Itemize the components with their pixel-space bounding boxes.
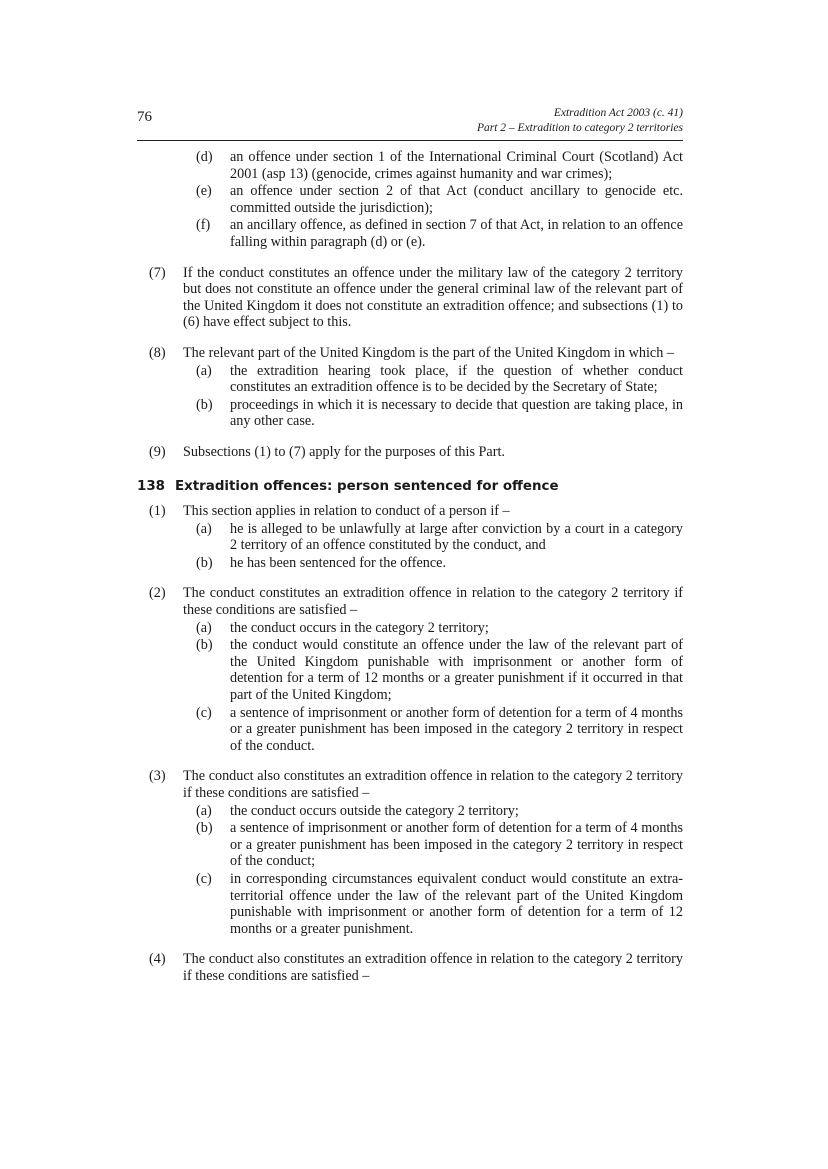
paragraph-label: (a)	[196, 619, 212, 636]
subsection-2	[137, 585, 683, 618]
section-number: 138	[137, 478, 165, 494]
header-rule	[137, 140, 683, 141]
paragraph-label: (b)	[196, 637, 213, 654]
paragraph-text: an offence under section 2 of that Act (conduct ancillary to genocide etc. committed outside the jurisdiction);	[230, 183, 683, 216]
paragraph-text: the conduct would constitute an offence under the law of the relevant part of the United Kingdom punishable with imprisonment or another form of detention for a term of 12 months or a greater punishment if it occurred in that part of the United Kingdom;	[230, 637, 683, 704]
paragraph-label: (b)	[196, 820, 213, 837]
paragraph-label: (e)	[196, 183, 212, 200]
subsection-8	[137, 345, 683, 362]
paragraph-text: he has been sentenced for the offence.	[230, 554, 446, 571]
paragraph-label: (a)	[196, 362, 212, 379]
paragraph-3a	[137, 803, 683, 820]
paragraph-text: in corresponding circumstances equivalent conduct would constitute an extra-territorial offence under the law of the relevant part of the United Kingdom punishable with imprisonment or another form of detention for a term of 12 months or a greater punishment.	[230, 870, 683, 937]
paragraph-3b	[137, 820, 683, 870]
paragraph-label: (a)	[196, 520, 212, 537]
paragraph-label: (c)	[196, 870, 212, 887]
paragraph-2b	[137, 637, 683, 703]
subsection-text: The conduct constitutes an extradition offence in relation to the category 2 territory if these conditions are satisfied –	[183, 585, 683, 619]
subsection-text: Subsections (1) to (7) apply for the purposes of this Part.	[183, 443, 505, 460]
paragraph-1b	[137, 555, 683, 572]
running-header	[477, 106, 683, 136]
paragraph-8a	[137, 363, 683, 396]
subsection-9	[137, 444, 683, 461]
paragraph-text: the conduct occurs in the category 2 territory;	[230, 619, 489, 636]
paragraph-text: the extradition hearing took place, if the question of whether conduct constitutes an extradition offence is to be decided by the Secretary of State;	[230, 362, 683, 396]
subsection-3	[137, 768, 683, 801]
subsection-label: (3)	[149, 768, 166, 785]
section-title: Extradition offences: person sentenced for offence	[175, 478, 559, 494]
paragraph-e	[137, 183, 683, 216]
paragraph-label: (b)	[196, 396, 213, 413]
subsection-4	[137, 951, 683, 984]
paragraph-text: a sentence of imprisonment or another form of detention for a term of 4 months or a greater punishment has been imposed in the category 2 territory in respect of the conduct.	[230, 704, 683, 754]
part-title: Part 2 – Extradition to category 2 territories	[476, 122, 683, 134]
paragraph-1a	[137, 521, 683, 554]
subsection-1	[137, 503, 683, 520]
paragraph-label: (d)	[196, 149, 213, 165]
paragraph-text: he is alleged to be unlawfully at large after conviction by a court in a category 2 territory of an offence constituted by the conduct, and	[230, 520, 683, 554]
subsection-7	[137, 265, 683, 331]
paragraph-text: proceedings in which it is necessary to decide that question are taking place, in any other case.	[230, 396, 683, 430]
subsection-label: (2)	[149, 585, 166, 602]
subsection-label: (4)	[149, 951, 166, 968]
paragraph-label: (a)	[196, 802, 212, 819]
subsection-label: (7)	[149, 264, 166, 281]
subsection-text: The conduct also constitutes an extradition offence in relation to the category 2 territory if these conditions are satisfied –	[183, 768, 683, 801]
subsection-text: This section applies in relation to conduct of a person if –	[183, 503, 510, 520]
act-title: Extradition Act 2003 (c. 41)	[553, 107, 683, 119]
subsection-label: (9)	[149, 443, 166, 460]
paragraph-label: (c)	[196, 704, 212, 721]
paragraph-f	[137, 217, 683, 250]
subsection-label: (1)	[149, 503, 166, 520]
paragraph-d	[137, 149, 683, 182]
paragraph-text: a sentence of imprisonment or another form of detention for a term of 4 months or a greater punishment has been imposed in the category 2 territory in respect of the conduct;	[230, 820, 683, 870]
paragraph-3c	[137, 871, 683, 937]
paragraph-text: the conduct occurs outside the category 2 territory;	[230, 802, 519, 819]
paragraph-label: (b)	[196, 554, 213, 571]
section-heading	[137, 479, 683, 496]
subsection-text: The relevant part of the United Kingdom is the part of the United Kingdom in which –	[183, 344, 674, 361]
document-body	[137, 147, 683, 985]
paragraph-label: (f)	[196, 217, 211, 234]
paragraph-text: an ancillary offence, as defined in section 7 of that Act, in relation to an offence falling within paragraph (d) or (e).	[230, 217, 683, 250]
paragraph-2c	[137, 705, 683, 755]
paragraph-2a	[137, 620, 683, 637]
subsection-text: The conduct also constitutes an extradition offence in relation to the category 2 territory if these conditions are satisfied –	[183, 951, 683, 984]
paragraph-8b	[137, 397, 683, 430]
page-number: 76	[137, 109, 152, 125]
paragraph-text: an offence under section 1 of the International Criminal Court (Scotland) Act 2001 (asp 13) (genocide, crimes against humanity and war crimes);	[230, 149, 683, 182]
subsection-label: (8)	[149, 344, 166, 361]
subsection-text: If the conduct constitutes an offence under the military law of the category 2 territory but does not constitute an offence under the general criminal law of the relevant part of the United Kingdom it does not constitute an extradition offence; and subsections (1) to (6) have effect subject to this.	[183, 264, 683, 331]
